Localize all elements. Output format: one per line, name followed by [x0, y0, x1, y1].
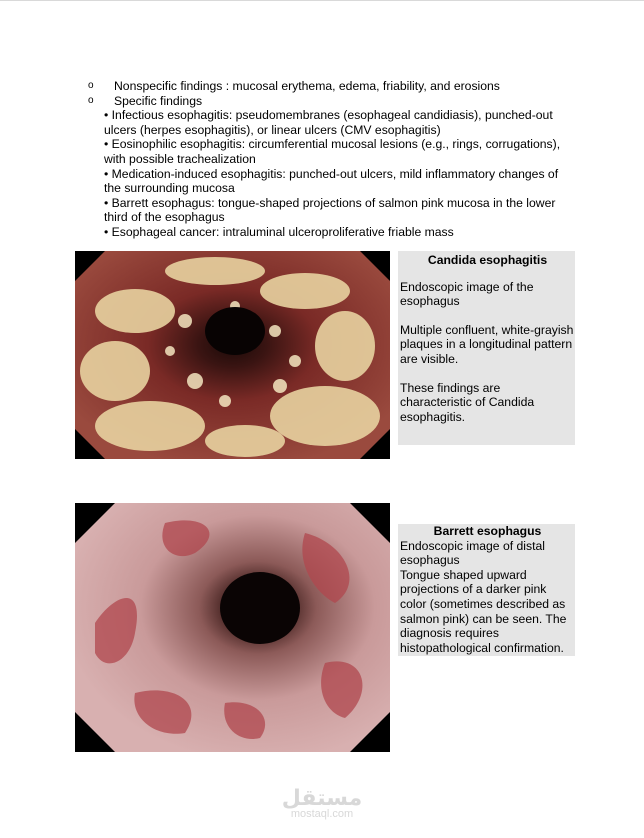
- caption-text: Endoscopic image of the esophagus: [400, 279, 534, 309]
- bullet-marker: o: [88, 94, 94, 106]
- sub-list-item: • Medication-induced esophagitis: punched-out ulcers, mild inflammatory changes of the surrounding mucosa: [104, 166, 559, 196]
- candida-endoscopy-image: [75, 251, 390, 459]
- list-item: [88, 79, 568, 94]
- caption-text: These findings are characteristic of Candida esophagitis.: [400, 380, 535, 424]
- sub-list-item: • Esophageal cancer: intraluminal ulceroproliferative friable mass: [104, 224, 454, 239]
- watermark-logo: مستقل: [281, 786, 363, 811]
- sub-list-item: • Barrett esophagus: tongue-shaped projections of salmon pink mucosa in the lower third of the esophagus: [104, 195, 556, 225]
- sub-list-item: • Eosinophilic esophagitis: circumferential mucosal lesions (e.g., rings, corrugations), with possible trachealization: [104, 137, 561, 166]
- watermark: [0, 786, 644, 820]
- caption-title: Candida esophagitis: [427, 253, 548, 267]
- list-item-text: Specific findings: [114, 93, 203, 108]
- findings-list: [88, 79, 568, 240]
- specific-findings-list: [104, 108, 564, 239]
- caption-title: Barrett esophagus: [433, 524, 542, 538]
- watermark-site: mostaql.com: [290, 808, 354, 820]
- sub-list-item: • Infectious esophagitis: pseudomembranes (esophageal candidiasis), punched-out ulcers (herpes esophagitis), or linear ulcers (CMV esophagitis): [104, 108, 553, 137]
- caption-text: Multiple confluent, white-grayish plaques in a longitudinal pattern are visible.: [400, 322, 574, 366]
- list-item-text: Nonspecific findings : mucosal erythema, edema, friability, and erosions: [114, 79, 500, 93]
- caption-text: Tongue shaped upward projections of a darker pink color (sometimes described as salmon pink) can be seen. The diagnosis requires histopathological confirmation.: [400, 567, 567, 655]
- caption-text: Endoscopic image of distal esophagus: [400, 538, 545, 568]
- barrett-caption: [398, 524, 575, 656]
- bullet-marker: o: [88, 80, 94, 91]
- candida-caption: [398, 251, 575, 445]
- barrett-endoscopy-image: [75, 503, 390, 752]
- list-item: [88, 94, 568, 109]
